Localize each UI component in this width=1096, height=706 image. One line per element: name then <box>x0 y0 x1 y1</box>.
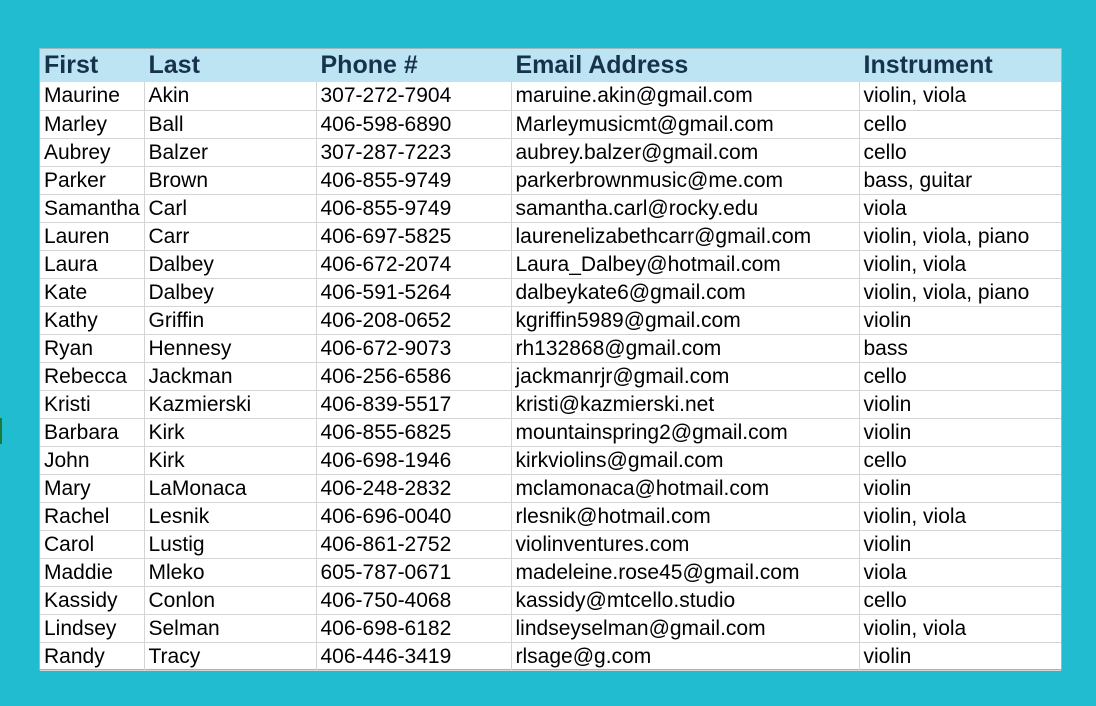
cell-first[interactable]: Parker <box>40 166 144 194</box>
table-row <box>40 530 1061 558</box>
cell-last[interactable]: Selman <box>144 614 316 642</box>
cell-last[interactable]: Lustig <box>144 530 316 558</box>
cell-first[interactable]: Laura <box>40 250 144 278</box>
cell-phone[interactable]: 406-698-6182 <box>316 614 511 642</box>
cell-first[interactable]: John <box>40 446 144 474</box>
cell-phone[interactable]: 307-287-7223 <box>316 138 511 166</box>
cell-phone[interactable]: 406-696-0040 <box>316 502 511 530</box>
cell-first[interactable]: Lindsey <box>40 614 144 642</box>
cell-phone[interactable]: 406-855-9749 <box>316 194 511 222</box>
cell-last[interactable]: Akin <box>144 82 316 110</box>
cell-email[interactable]: laurenelizabethcarr@gmail.com <box>511 222 859 250</box>
header-first[interactable]: First <box>40 49 144 82</box>
header-email[interactable]: Email Address <box>511 49 859 82</box>
cell-last[interactable]: Mleko <box>144 558 316 586</box>
cell-phone[interactable]: 307-272-7904 <box>316 82 511 110</box>
cell-phone[interactable]: 406-248-2832 <box>316 474 511 502</box>
table-row <box>40 642 1061 670</box>
cell-phone[interactable]: 406-598-6890 <box>316 110 511 138</box>
table-row <box>40 222 1061 250</box>
cell-first[interactable]: Mary <box>40 474 144 502</box>
cell-instrument[interactable]: violin <box>859 390 1061 418</box>
cell-last[interactable]: Jackman <box>144 362 316 390</box>
table-row <box>40 278 1061 306</box>
cell-phone[interactable]: 406-697-5825 <box>316 222 511 250</box>
cell-email[interactable]: Laura_Dalbey@hotmail.com <box>511 250 859 278</box>
header-instrument[interactable]: Instrument <box>863 51 993 79</box>
cell-instrument[interactable]: violin, viola <box>859 82 1061 110</box>
header-row <box>40 49 1061 82</box>
cell-phone[interactable]: 406-861-2752 <box>316 530 511 558</box>
cell-email[interactable]: rlsage@g.com <box>511 642 859 670</box>
table-body <box>40 82 1061 670</box>
table-header <box>40 49 1061 82</box>
cell-email[interactable]: maruine.akin@gmail.com <box>511 82 859 110</box>
cell-instrument[interactable]: viola <box>859 194 1061 222</box>
cell-last[interactable]: Dalbey <box>144 250 316 278</box>
cell-first[interactable]: Barbara <box>40 418 144 446</box>
table-row <box>40 250 1061 278</box>
cell-instrument[interactable]: cello <box>859 446 1061 474</box>
cell-instrument[interactable]: cello <box>859 138 1061 166</box>
cell-instrument[interactable]: violin, viola <box>859 502 1061 530</box>
cell-email[interactable]: aubrey.balzer@gmail.com <box>511 138 859 166</box>
cell-phone[interactable]: 406-855-9749 <box>316 166 511 194</box>
cell-phone[interactable]: 406-256-6586 <box>316 362 511 390</box>
table-row <box>40 194 1061 222</box>
cell-email[interactable]: kassidy@mtcello.studio <box>511 586 859 614</box>
cell-email[interactable]: kgriffin5989@gmail.com <box>511 306 859 334</box>
cell-email[interactable]: rlesnik@hotmail.com <box>511 502 859 530</box>
table-row <box>40 166 1061 194</box>
cell-instrument[interactable]: violin, viola <box>859 250 1061 278</box>
cell-instrument[interactable]: violin <box>859 418 1061 446</box>
cell-instrument[interactable]: violin <box>859 474 1061 502</box>
cell-instrument[interactable]: viola <box>859 558 1061 586</box>
cell-instrument[interactable]: violin, viola, piano <box>859 222 1061 250</box>
cell-first[interactable]: Marley <box>40 110 144 138</box>
cell-instrument[interactable]: violin, viola <box>859 614 1061 642</box>
cell-phone[interactable]: 406-672-9073 <box>316 334 511 362</box>
cell-last[interactable]: Ball <box>144 110 316 138</box>
cell-phone[interactable]: 406-698-1946 <box>316 446 511 474</box>
cell-first[interactable]: Aubrey <box>40 138 144 166</box>
cell-last[interactable]: Hennesy <box>144 334 316 362</box>
table-row <box>40 558 1061 586</box>
cell-first[interactable]: Kristi <box>40 390 144 418</box>
cell-first[interactable]: Kate <box>40 278 144 306</box>
cell-instrument[interactable]: bass <box>859 334 1061 362</box>
cell-instrument[interactable]: violin <box>859 530 1061 558</box>
cell-first[interactable]: Ryan <box>40 334 144 362</box>
cell-phone[interactable]: 406-591-5264 <box>316 278 511 306</box>
table-row <box>40 306 1061 334</box>
cell-phone[interactable]: 406-446-3419 <box>316 642 511 670</box>
table-row <box>40 474 1061 502</box>
table-row <box>40 82 1061 110</box>
cell-email[interactable]: Marleymusicmt@gmail.com <box>511 110 859 138</box>
header-phone[interactable]: Phone # <box>316 49 511 82</box>
cell-last[interactable]: Griffin <box>144 306 316 334</box>
cell-last[interactable]: Tracy <box>144 642 316 670</box>
cell-first[interactable]: Rebecca <box>40 362 144 390</box>
cell-last[interactable]: Conlon <box>144 586 316 614</box>
cell-email[interactable]: samantha.carl@rocky.edu <box>511 194 859 222</box>
cell-email[interactable]: madeleine.rose45@gmail.com <box>511 558 859 586</box>
cell-email[interactable]: parkerbrownmusic@me.com <box>511 166 859 194</box>
cell-last[interactable]: LaMonaca <box>144 474 316 502</box>
table-row <box>40 614 1061 642</box>
cell-first[interactable]: Maddie <box>40 558 144 586</box>
cell-last[interactable]: Carr <box>144 222 316 250</box>
table-row <box>40 334 1061 362</box>
cell-email[interactable]: jackmanrjr@gmail.com <box>511 362 859 390</box>
contact-sheet <box>39 48 1062 670</box>
table-row <box>40 138 1061 166</box>
cell-instrument[interactable]: cello <box>859 586 1061 614</box>
cell-email[interactable]: rh132868@gmail.com <box>511 334 859 362</box>
cell-last[interactable]: Balzer <box>144 138 316 166</box>
cell-phone[interactable]: 406-672-2074 <box>316 250 511 278</box>
cell-instrument[interactable]: cello <box>859 110 1061 138</box>
cell-last[interactable]: Kazmierski <box>144 390 316 418</box>
table-row <box>40 110 1061 138</box>
cell-email[interactable]: kirkviolins@gmail.com <box>511 446 859 474</box>
cell-last[interactable]: Dalbey <box>144 278 316 306</box>
cell-phone[interactable]: 406-208-0652 <box>316 306 511 334</box>
cell-last[interactable]: Brown <box>144 166 316 194</box>
cell-first[interactable]: Samantha <box>40 194 144 222</box>
cell-first[interactable]: Rachel <box>40 502 144 530</box>
cell-email[interactable]: violinventures.com <box>511 530 859 558</box>
cell-first[interactable]: Maurine <box>40 82 144 110</box>
cell-phone[interactable]: 406-750-4068 <box>316 586 511 614</box>
cell-last[interactable]: Kirk <box>144 446 316 474</box>
cell-first[interactable]: Kassidy <box>40 586 144 614</box>
table-row <box>40 390 1061 418</box>
cell-phone[interactable]: 406-855-6825 <box>316 418 511 446</box>
table-row <box>40 446 1061 474</box>
cell-instrument[interactable]: bass, guitar <box>859 166 1061 194</box>
cell-instrument[interactable]: violin <box>859 642 1061 670</box>
cell-last[interactable]: Lesnik <box>144 502 316 530</box>
cell-email[interactable]: lindseyselman@gmail.com <box>511 614 859 642</box>
cell-instrument[interactable]: cello <box>859 362 1061 390</box>
cell-instrument[interactable]: violin, viola, piano <box>859 278 1061 306</box>
table-row <box>40 418 1061 446</box>
cell-email[interactable]: mclamonaca@hotmail.com <box>511 474 859 502</box>
cell-email[interactable]: kristi@kazmierski.net <box>511 390 859 418</box>
contact-table <box>40 49 1061 671</box>
table-row <box>40 362 1061 390</box>
cell-email[interactable]: mountainspring2@gmail.com <box>511 418 859 446</box>
cell-first[interactable]: Kathy <box>40 306 144 334</box>
cell-last[interactable]: Kirk <box>144 418 316 446</box>
cell-first[interactable]: Carol <box>40 530 144 558</box>
selection-edge-marker <box>0 418 2 444</box>
cell-email[interactable]: dalbeykate6@gmail.com <box>511 278 859 306</box>
cell-first[interactable]: Randy <box>40 642 144 670</box>
cell-instrument[interactable]: violin <box>859 306 1061 334</box>
table-row <box>40 586 1061 614</box>
cell-phone[interactable]: 605-787-0671 <box>316 558 511 586</box>
cell-last[interactable]: Carl <box>144 194 316 222</box>
table-row <box>40 502 1061 530</box>
cell-phone[interactable]: 406-839-5517 <box>316 390 511 418</box>
header-last[interactable]: Last <box>144 49 316 82</box>
cell-first[interactable]: Lauren <box>40 222 144 250</box>
